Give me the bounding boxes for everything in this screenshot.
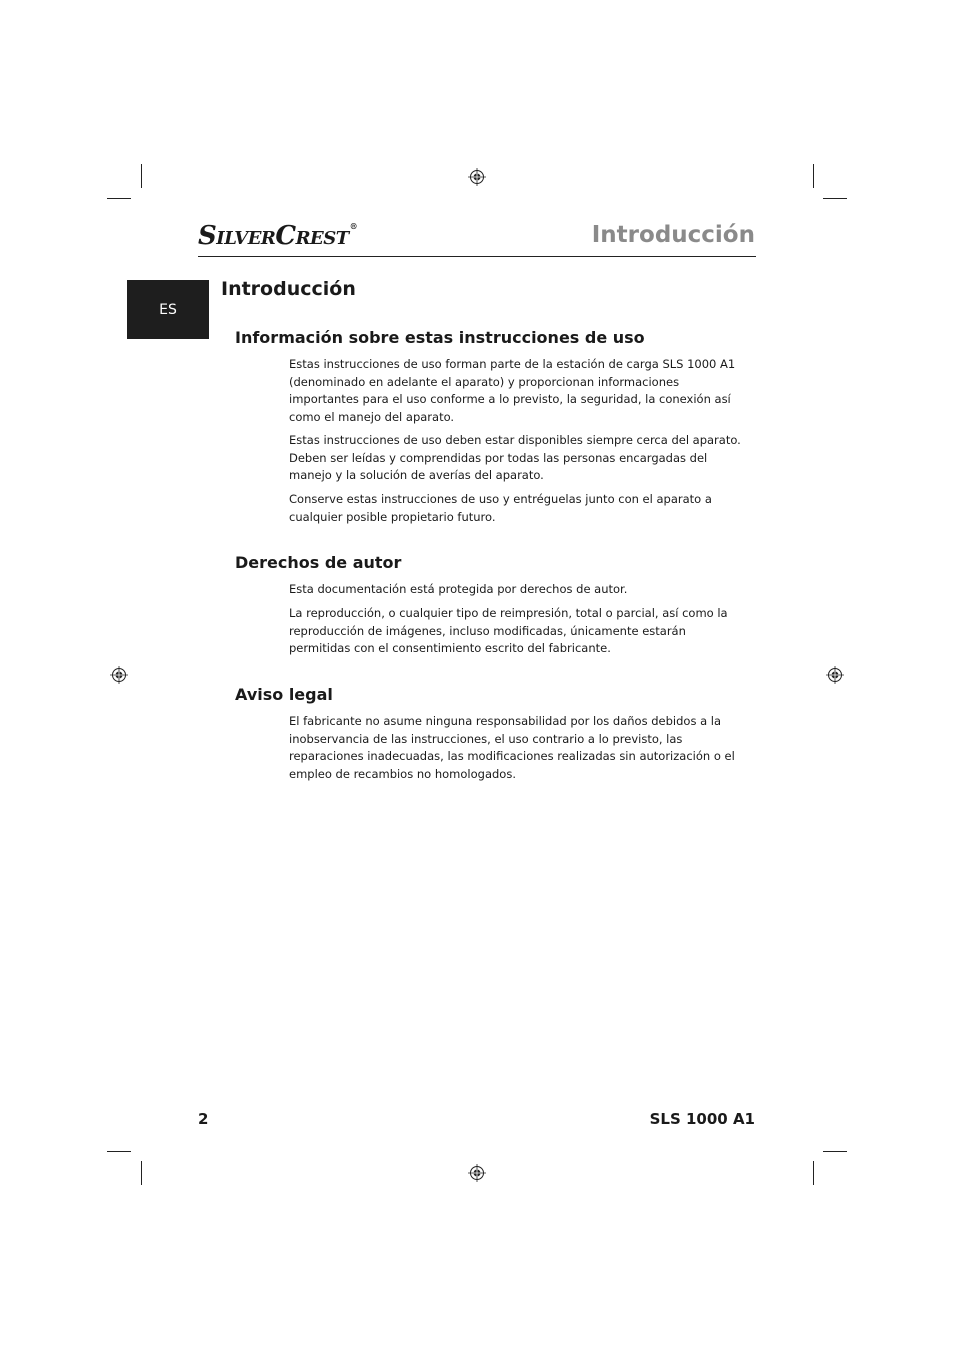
silvercrest-logo (198, 221, 357, 251)
crop-mark (823, 1151, 847, 1152)
header-title: Introducción (591, 222, 755, 248)
body-paragraph: La reproducción, o cualquier tipo de reimpresión, total o parcial, así como la reproducción de imágenes, incluso modificadas, únicamente estarán permitidas con el consentimiento escrito del fabricante. (289, 606, 728, 656)
section-heading: Aviso legal (235, 685, 333, 704)
body-paragraph: Conserve estas instrucciones de uso y entréguelas junto con el aparato a cualquier posible propietario futuro. (289, 492, 712, 524)
registered-mark: ® (349, 221, 358, 231)
page-number: 2 (198, 1110, 209, 1128)
logo-initial: S (198, 221, 217, 251)
crop-mark (813, 1161, 814, 1185)
logo-initial: C (275, 221, 296, 251)
language-tab: ES (127, 280, 209, 339)
header-divider (198, 256, 756, 257)
crop-mark (823, 198, 847, 199)
body-paragraph: El fabricante no asume ninguna responsabilidad por los daños debidos a la inobservancia de las instrucciones, el uso contrario a lo previsto, las reparaciones inadecuadas, las modificaciones realizadas sin autorización o el empleo de recambios no homologados. (289, 714, 735, 781)
logo-text: ILVER (216, 228, 276, 249)
crop-mark (107, 198, 131, 199)
body-paragraph: Estas instrucciones de uso deben estar disponibles siempre cerca del aparato. Deben ser leídas y comprendidas por todas las personas encargadas del manejo y la solución de averías del aparato. (289, 433, 741, 483)
registration-mark-icon (468, 1164, 486, 1182)
logo-text: REST (295, 228, 349, 249)
page-title: Introducción (221, 278, 356, 300)
registration-mark-icon (826, 666, 844, 684)
section-heading: Información sobre estas instrucciones de uso (235, 328, 645, 347)
registration-mark-icon (468, 168, 486, 186)
crop-mark (141, 1161, 142, 1185)
crop-mark (141, 164, 142, 188)
body-paragraph: Esta documentación está protegida por derechos de autor. (289, 582, 628, 596)
registration-mark-icon (110, 666, 128, 684)
model-number: SLS 1000 A1 (649, 1110, 755, 1128)
crop-mark (107, 1151, 131, 1152)
section-heading: Derechos de autor (235, 553, 402, 572)
body-paragraph: Estas instrucciones de uso forman parte de la estación de carga SLS 1000 A1 (denominado en adelante el aparato) y proporcionan informaciones importantes para el uso conforme a lo previsto, la seguridad, la conexión así como el manejo del aparato. (289, 357, 736, 424)
crop-mark (813, 164, 814, 188)
